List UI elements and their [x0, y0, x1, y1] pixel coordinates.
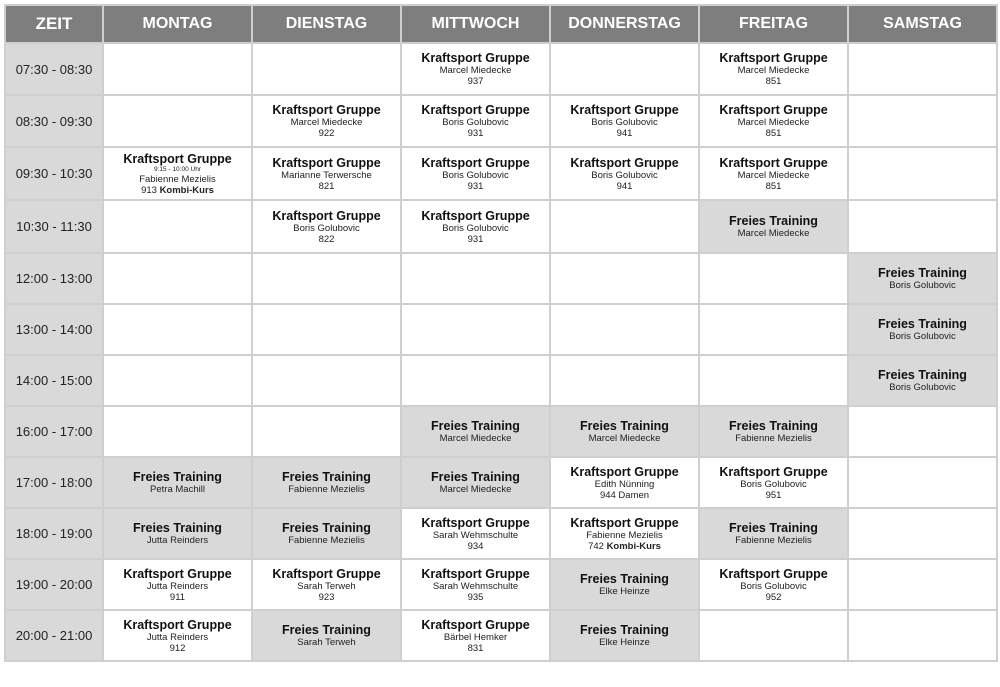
- time-slot: 20:00 - 21:00: [5, 610, 103, 661]
- course-cell-dienstag[interactable]: [252, 610, 401, 661]
- course-cell-donnerstag[interactable]: [550, 406, 699, 457]
- course-room-number: 923: [318, 591, 335, 603]
- course-cell-mittwoch[interactable]: [401, 457, 550, 508]
- course-trainer: Petra Machill: [150, 484, 205, 495]
- empty-slot-donnerstag: [550, 253, 699, 304]
- empty-slot-montag: [103, 200, 252, 253]
- course-trainer: Fabienne Mezielis: [735, 433, 812, 444]
- course-room-number: 935: [467, 591, 484, 603]
- course-title: Freies Training: [282, 623, 371, 637]
- course-title: Kraftsport Gruppe: [719, 566, 828, 581]
- empty-slot-dienstag: [252, 253, 401, 304]
- course-cell-mittwoch[interactable]: [401, 610, 550, 661]
- header-row: [5, 5, 997, 43]
- course-title: Kraftsport Gruppe: [272, 208, 381, 223]
- course-title: Freies Training: [580, 623, 669, 637]
- empty-slot-montag: [103, 43, 252, 95]
- empty-slot-dienstag: [252, 43, 401, 95]
- course-title: Freies Training: [282, 521, 371, 535]
- course-room: [104, 592, 251, 603]
- course-trainer: Boris Golubovic: [293, 222, 360, 234]
- course-trainer: Marcel Miedecke: [439, 433, 512, 444]
- course-title: Freies Training: [878, 317, 967, 331]
- course-title: Kraftsport Gruppe: [421, 566, 530, 581]
- course-room-number: 742: [588, 540, 604, 552]
- course-cell-donnerstag[interactable]: [550, 508, 699, 559]
- course-extra-label: Kombi-Kurs: [606, 540, 661, 552]
- course-room: [253, 181, 400, 192]
- course-title: Kraftsport Gruppe: [272, 566, 381, 581]
- course-trainer: Marcel Miedecke: [439, 484, 512, 495]
- course-room-number: 851: [765, 76, 782, 87]
- course-trainer: Boris Golubovic: [889, 382, 956, 393]
- course-room: [700, 181, 847, 192]
- course-cell-montag[interactable]: [103, 508, 252, 559]
- course-title: Kraftsport Gruppe: [421, 617, 530, 632]
- empty-slot-samstag: [848, 43, 997, 95]
- course-room: [551, 181, 698, 192]
- course-cell-mittwoch[interactable]: [401, 200, 550, 253]
- course-trainer: Marcel Miedecke: [290, 117, 363, 128]
- course-trainer: Marcel Miedecke: [737, 117, 810, 128]
- course-room: [402, 234, 549, 245]
- table-row: [5, 200, 997, 253]
- table-row: [5, 304, 997, 355]
- course-cell-dienstag[interactable]: [252, 508, 401, 559]
- course-cell-freitag[interactable]: [699, 147, 848, 200]
- course-title: Kraftsport Gruppe: [719, 51, 828, 65]
- course-cell-mittwoch[interactable]: [401, 95, 550, 147]
- course-cell-montag[interactable]: [103, 457, 252, 508]
- course-cell-mittwoch[interactable]: [401, 406, 550, 457]
- course-cell-dienstag[interactable]: [252, 200, 401, 253]
- empty-slot-donnerstag: [550, 355, 699, 406]
- course-room: [551, 490, 698, 501]
- course-trainer: Boris Golubovic: [889, 280, 956, 291]
- course-room: [551, 128, 698, 139]
- course-cell-samstag[interactable]: [848, 355, 997, 406]
- course-title: Freies Training: [133, 470, 222, 484]
- course-title: Kraftsport Gruppe: [570, 103, 679, 117]
- course-title: Kraftsport Gruppe: [421, 51, 530, 65]
- course-room: [551, 541, 698, 552]
- course-trainer: Boris Golubovic: [442, 222, 509, 234]
- course-title: Freies Training: [282, 470, 371, 484]
- course-cell-donnerstag[interactable]: [550, 147, 699, 200]
- empty-slot-freitag: [699, 610, 848, 661]
- course-title: Freies Training: [431, 470, 520, 484]
- course-cell-dienstag[interactable]: [252, 147, 401, 200]
- course-room-number: 931: [467, 233, 484, 245]
- course-room-number: 931: [467, 180, 484, 192]
- course-title: Freies Training: [729, 521, 818, 535]
- course-room-number: 941: [616, 180, 633, 192]
- course-cell-dienstag[interactable]: [252, 95, 401, 147]
- course-cell-montag[interactable]: [103, 559, 252, 610]
- course-room-number: 937: [467, 76, 484, 87]
- table-row: [5, 253, 997, 304]
- table-row: [5, 95, 997, 147]
- course-trainer: Elke Heinze: [599, 637, 650, 648]
- table-row: [5, 457, 997, 508]
- header-zeit: ZEIT: [5, 5, 103, 43]
- course-title: Kraftsport Gruppe: [719, 155, 828, 170]
- course-title: Kraftsport Gruppe: [719, 103, 828, 117]
- schedule-table: [4, 4, 998, 662]
- course-title: Freies Training: [878, 266, 967, 280]
- course-cell-freitag[interactable]: [699, 95, 848, 147]
- course-cell-freitag[interactable]: [699, 200, 848, 253]
- course-trainer: Jutta Reinders: [146, 631, 209, 643]
- course-room: [700, 490, 847, 501]
- course-room-number: 941: [616, 128, 633, 139]
- time-slot: 18:00 - 19:00: [5, 508, 103, 559]
- course-cell-mittwoch[interactable]: [401, 559, 550, 610]
- course-room-number: 934: [467, 540, 484, 552]
- course-cell-freitag[interactable]: [699, 508, 848, 559]
- course-room-number: 913: [141, 184, 157, 196]
- course-room-number: 931: [467, 128, 484, 139]
- course-title: Kraftsport Gruppe: [272, 103, 381, 117]
- course-cell-montag[interactable]: [103, 147, 252, 200]
- course-title: Kraftsport Gruppe: [421, 155, 530, 170]
- table-row: [5, 43, 997, 95]
- table-row: [5, 610, 997, 661]
- schedule-body: [5, 43, 997, 661]
- header-montag: MONTAG: [103, 5, 252, 43]
- course-trainer: Fabienne Mezielis: [288, 484, 365, 495]
- course-room-number: 912: [169, 642, 186, 654]
- table-row: [5, 355, 997, 406]
- empty-slot-montag: [103, 406, 252, 457]
- header-freitag: FREITAG: [699, 5, 848, 43]
- time-slot: 17:00 - 18:00: [5, 457, 103, 508]
- course-title: Freies Training: [729, 419, 818, 433]
- course-room: [700, 76, 847, 87]
- course-trainer: Jutta Reinders: [146, 580, 209, 592]
- course-title: Kraftsport Gruppe: [719, 464, 828, 479]
- empty-slot-freitag: [699, 304, 848, 355]
- empty-slot-samstag: [848, 200, 997, 253]
- course-room-number: 922: [318, 128, 335, 139]
- course-trainer: Sarah Terweh: [297, 580, 356, 592]
- course-trainer: Sarah Wehmschulte: [432, 580, 519, 592]
- course-room-number: 944 Damen: [599, 489, 650, 501]
- table-row: [5, 508, 997, 559]
- course-room: [253, 234, 400, 245]
- course-trainer: Fabienne Mezielis: [288, 535, 365, 546]
- course-room: [402, 592, 549, 603]
- course-cell-freitag[interactable]: [699, 406, 848, 457]
- header-mittwoch: MITTWOCH: [401, 5, 550, 43]
- course-title: Kraftsport Gruppe: [421, 208, 530, 223]
- empty-slot-samstag: [848, 508, 997, 559]
- course-cell-donnerstag[interactable]: [550, 457, 699, 508]
- course-trainer: Boris Golubovic: [889, 331, 956, 342]
- course-cell-donnerstag[interactable]: [550, 610, 699, 661]
- empty-slot-montag: [103, 355, 252, 406]
- course-room: [700, 592, 847, 603]
- course-title: Kraftsport Gruppe: [421, 103, 530, 117]
- course-trainer: Marcel Miedecke: [737, 228, 810, 239]
- course-trainer: Elke Heinze: [599, 586, 650, 597]
- course-trainer: Fabienne Mezielis: [735, 535, 812, 546]
- empty-slot-samstag: [848, 457, 997, 508]
- course-title: Freies Training: [580, 419, 669, 433]
- header-dienstag: DIENSTAG: [252, 5, 401, 43]
- course-title: Freies Training: [878, 368, 967, 382]
- course-room: [402, 181, 549, 192]
- course-title: Kraftsport Gruppe: [421, 515, 530, 530]
- course-cell-mittwoch[interactable]: [401, 43, 550, 95]
- course-trainer: Marcel Miedecke: [439, 65, 512, 76]
- table-row: [5, 406, 997, 457]
- course-trainer: Marcel Miedecke: [588, 433, 661, 444]
- time-slot: 10:30 - 11:30: [5, 200, 103, 253]
- empty-slot-montag: [103, 95, 252, 147]
- empty-slot-mittwoch: [401, 304, 550, 355]
- course-cell-samstag[interactable]: [848, 304, 997, 355]
- course-room-number: 951: [765, 489, 782, 501]
- course-trainer: Marianne Terwersche: [281, 169, 372, 181]
- course-room-number: 821: [318, 180, 335, 192]
- course-room-number: 851: [765, 180, 782, 192]
- course-cell-samstag[interactable]: [848, 253, 997, 304]
- empty-slot-samstag: [848, 95, 997, 147]
- empty-slot-donnerstag: [550, 304, 699, 355]
- course-trainer: Sarah Wehmschulte: [432, 529, 519, 541]
- course-title: Kraftsport Gruppe: [123, 566, 232, 581]
- course-cell-mittwoch[interactable]: [401, 508, 550, 559]
- empty-slot-samstag: [848, 610, 997, 661]
- table-row: [5, 147, 997, 200]
- course-title: Kraftsport Gruppe: [570, 515, 679, 530]
- course-cell-donnerstag[interactable]: [550, 95, 699, 147]
- header-donnerstag: DONNERSTAG: [550, 5, 699, 43]
- course-room: [402, 643, 549, 654]
- time-slot: 08:30 - 09:30: [5, 95, 103, 147]
- empty-slot-freitag: [699, 253, 848, 304]
- course-trainer: Jutta Reinders: [146, 535, 209, 546]
- time-slot: 09:30 - 10:30: [5, 147, 103, 200]
- time-slot: 13:00 - 14:00: [5, 304, 103, 355]
- course-room: [700, 128, 847, 139]
- course-trainer: Boris Golubovic: [591, 169, 658, 181]
- empty-slot-montag: [103, 304, 252, 355]
- empty-slot-dienstag: [252, 304, 401, 355]
- time-slot: 07:30 - 08:30: [5, 43, 103, 95]
- course-room: [402, 76, 549, 87]
- empty-slot-mittwoch: [401, 355, 550, 406]
- course-title: Kraftsport Gruppe: [272, 155, 381, 170]
- course-room: [104, 185, 251, 196]
- course-trainer: Boris Golubovic: [442, 169, 509, 181]
- course-trainer: Boris Golubovic: [591, 117, 658, 128]
- course-cell-donnerstag[interactable]: [550, 559, 699, 610]
- course-cell-freitag[interactable]: [699, 559, 848, 610]
- course-cell-montag[interactable]: [103, 610, 252, 661]
- course-title: Freies Training: [431, 419, 520, 433]
- course-title: Kraftsport Gruppe: [123, 617, 232, 632]
- course-trainer: Sarah Terweh: [297, 637, 356, 648]
- course-room-number: 952: [765, 591, 782, 603]
- course-trainer: Boris Golubovic: [740, 478, 807, 490]
- course-trainer: Bärbel Hemker: [443, 631, 508, 643]
- course-extra-label: Kombi-Kurs: [159, 184, 214, 196]
- time-slot: 19:00 - 20:00: [5, 559, 103, 610]
- course-trainer: Fabienne Mezielis: [139, 173, 216, 185]
- empty-slot-freitag: [699, 355, 848, 406]
- header-samstag: SAMSTAG: [848, 5, 997, 43]
- course-time-note: 9:15 - 10:00 Uhr: [154, 165, 201, 173]
- empty-slot-samstag: [848, 559, 997, 610]
- empty-slot-samstag: [848, 406, 997, 457]
- course-room-number: 851: [765, 128, 782, 139]
- empty-slot-dienstag: [252, 355, 401, 406]
- empty-slot-mittwoch: [401, 253, 550, 304]
- course-trainer: Fabienne Mezielis: [586, 529, 663, 541]
- course-title: Kraftsport Gruppe: [570, 155, 679, 170]
- course-room: [253, 592, 400, 603]
- course-cell-dienstag[interactable]: [252, 457, 401, 508]
- course-trainer: Boris Golubovic: [442, 117, 509, 128]
- course-cell-mittwoch[interactable]: [401, 147, 550, 200]
- time-slot: 14:00 - 15:00: [5, 355, 103, 406]
- course-room-number: 911: [169, 591, 186, 603]
- course-title: Freies Training: [133, 521, 222, 535]
- course-room: [402, 128, 549, 139]
- course-title: Kraftsport Gruppe: [570, 464, 679, 479]
- course-trainer: Marcel Miedecke: [737, 65, 810, 76]
- course-room: [104, 643, 251, 654]
- schedule-wrapper: [4, 4, 998, 662]
- empty-slot-donnerstag: [550, 200, 699, 253]
- course-title: Kraftsport Gruppe: [123, 151, 232, 166]
- empty-slot-donnerstag: [550, 43, 699, 95]
- empty-slot-dienstag: [252, 406, 401, 457]
- empty-slot-samstag: [848, 147, 997, 200]
- table-row: [5, 559, 997, 610]
- time-slot: 12:00 - 13:00: [5, 253, 103, 304]
- course-room: [253, 128, 400, 139]
- empty-slot-montag: [103, 253, 252, 304]
- time-slot: 16:00 - 17:00: [5, 406, 103, 457]
- course-title: Freies Training: [729, 214, 818, 228]
- course-trainer: Marcel Miedecke: [737, 169, 810, 181]
- course-room: [402, 541, 549, 552]
- course-room-number: 831: [467, 642, 484, 654]
- course-cell-freitag[interactable]: [699, 43, 848, 95]
- course-cell-dienstag[interactable]: [252, 559, 401, 610]
- course-trainer: Boris Golubovic: [740, 580, 807, 592]
- course-room-number: 822: [318, 233, 335, 245]
- course-cell-freitag[interactable]: [699, 457, 848, 508]
- course-trainer: Edith Nünning: [594, 478, 655, 490]
- course-title: Freies Training: [580, 572, 669, 586]
